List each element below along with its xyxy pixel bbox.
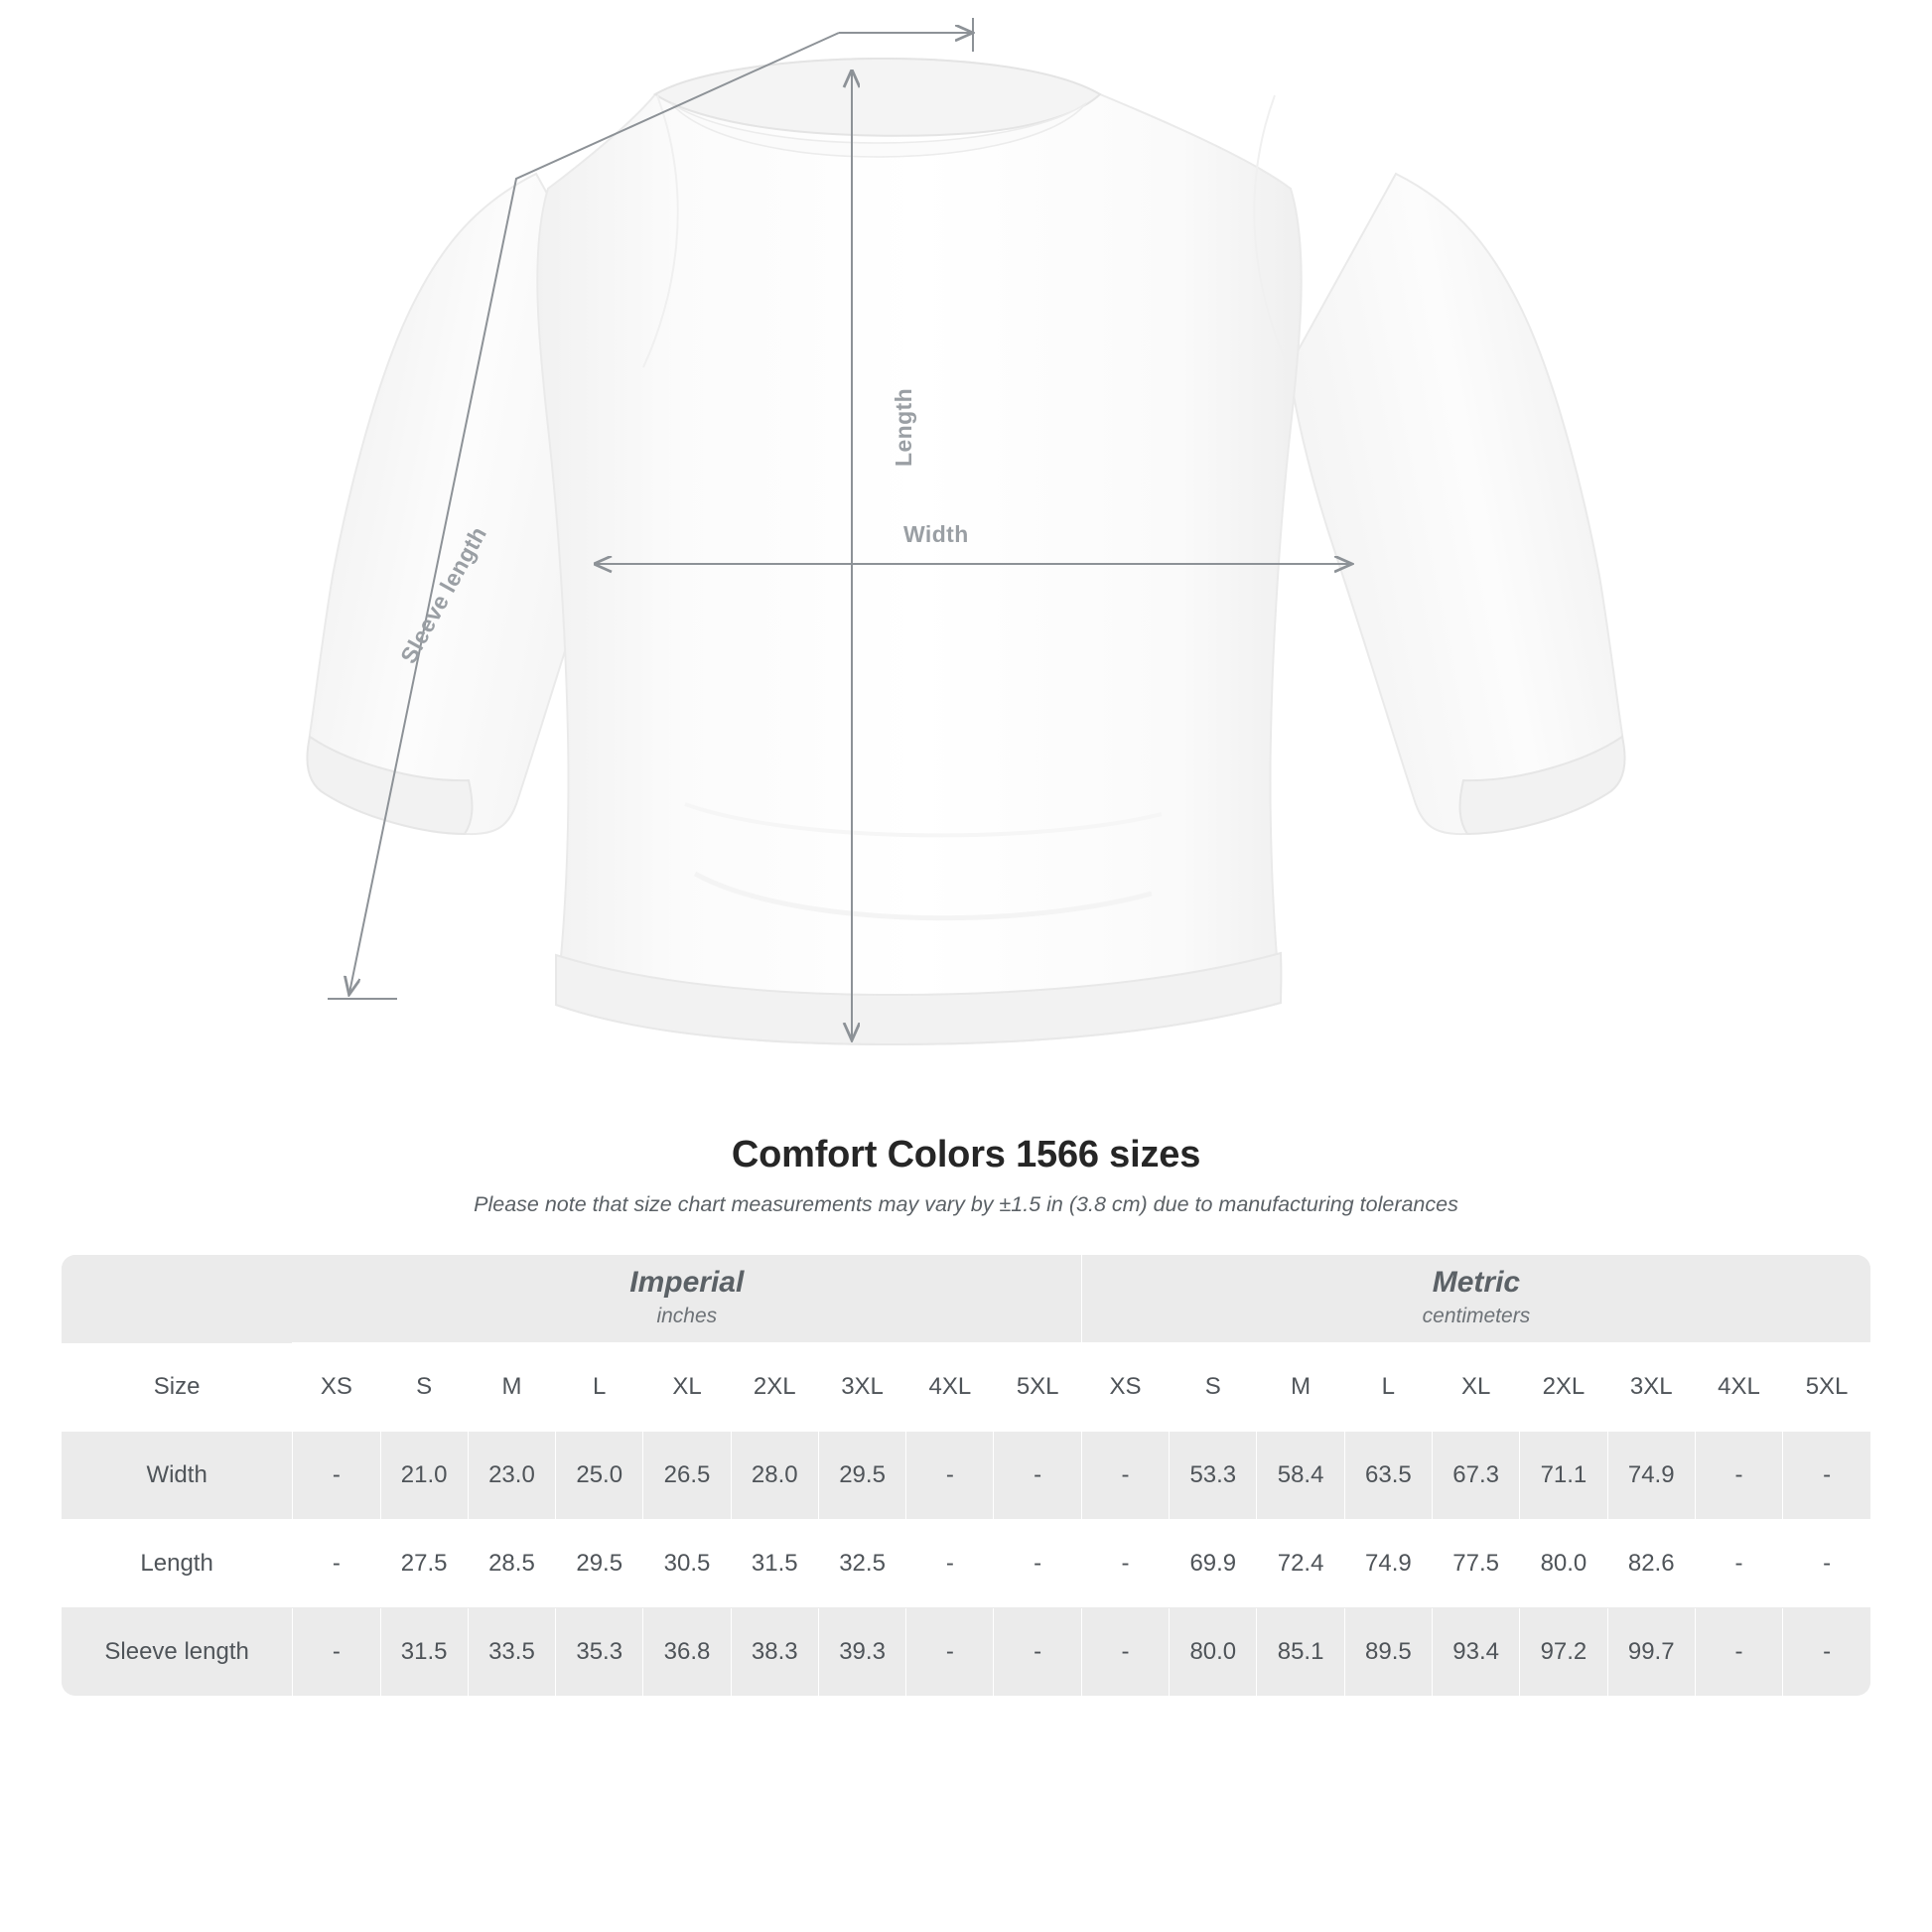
cell-sleeve-imperial-l: 35.3 — [556, 1608, 643, 1697]
col-header-metric-3xl: 3XL — [1607, 1343, 1695, 1432]
cell-length-imperial-3xl: 32.5 — [818, 1520, 905, 1608]
cell-width-metric-m: 58.4 — [1257, 1432, 1344, 1520]
cell-sleeve-metric-xs: - — [1081, 1608, 1169, 1697]
cell-length-metric-2xl: 80.0 — [1520, 1520, 1607, 1608]
cell-width-imperial-l: 25.0 — [556, 1432, 643, 1520]
col-header-metric-xs: XS — [1081, 1343, 1169, 1432]
col-header-imperial-2xl: 2XL — [731, 1343, 818, 1432]
col-header-imperial-m: M — [468, 1343, 555, 1432]
cell-length-metric-4xl: - — [1695, 1520, 1782, 1608]
cell-sleeve-metric-xl: 93.4 — [1433, 1608, 1520, 1697]
unit-group-metric-sub: centimeters — [1422, 1304, 1531, 1327]
col-header-imperial-xs: XS — [293, 1343, 380, 1432]
size-header-label: Size — [62, 1343, 293, 1432]
table-row — [62, 1608, 1870, 1697]
cell-length-metric-xl: 77.5 — [1433, 1520, 1520, 1608]
cell-sleeve-imperial-m: 33.5 — [468, 1608, 555, 1697]
size-table-container — [62, 1255, 1870, 1696]
cell-length-metric-s: 69.9 — [1170, 1520, 1257, 1608]
cell-sleeve-imperial-s: 31.5 — [380, 1608, 468, 1697]
cell-width-metric-l: 63.5 — [1344, 1432, 1432, 1520]
cell-sleeve-imperial-xs: - — [293, 1608, 380, 1697]
col-header-imperial-5xl: 5XL — [994, 1343, 1081, 1432]
cell-length-metric-xs: - — [1081, 1520, 1169, 1608]
cell-length-metric-m: 72.4 — [1257, 1520, 1344, 1608]
cell-length-metric-3xl: 82.6 — [1607, 1520, 1695, 1608]
cell-sleeve-imperial-5xl: - — [994, 1608, 1081, 1697]
cell-sleeve-metric-l: 89.5 — [1344, 1608, 1432, 1697]
cell-width-imperial-4xl: - — [906, 1432, 994, 1520]
cell-sleeve-metric-s: 80.0 — [1170, 1608, 1257, 1697]
col-header-metric-s: S — [1170, 1343, 1257, 1432]
cell-length-imperial-l: 29.5 — [556, 1520, 643, 1608]
unit-group-imperial — [293, 1255, 1082, 1343]
col-header-metric-xl: XL — [1433, 1343, 1520, 1432]
col-header-metric-l: L — [1344, 1343, 1432, 1432]
row-label-length: Length — [62, 1520, 293, 1608]
cell-width-metric-2xl: 71.1 — [1520, 1432, 1607, 1520]
sweatshirt-shape — [307, 59, 1624, 1044]
cell-width-imperial-s: 21.0 — [380, 1432, 468, 1520]
chart-title: Comfort Colors 1566 sizes — [731, 1134, 1201, 1175]
col-header-metric-4xl: 4XL — [1695, 1343, 1782, 1432]
table-row — [62, 1432, 1870, 1520]
chart-note: Please note that size chart measurements may vary by ±1.5 in (3.8 cm) due to manufacturing tolerances — [474, 1192, 1458, 1216]
cell-sleeve-metric-2xl: 97.2 — [1520, 1608, 1607, 1697]
cell-length-metric-l: 74.9 — [1344, 1520, 1432, 1608]
cell-length-imperial-xl: 30.5 — [643, 1520, 731, 1608]
table-row — [62, 1520, 1870, 1608]
length-label: Length — [891, 387, 916, 467]
col-header-metric-2xl: 2XL — [1520, 1343, 1607, 1432]
cell-width-imperial-m: 23.0 — [468, 1432, 555, 1520]
col-header-imperial-3xl: 3XL — [818, 1343, 905, 1432]
unit-header-row — [62, 1255, 1870, 1343]
cell-width-metric-5xl: - — [1783, 1432, 1870, 1520]
unit-group-imperial-sub: inches — [656, 1304, 718, 1327]
cell-sleeve-metric-4xl: - — [1695, 1608, 1782, 1697]
col-header-imperial-xl: XL — [643, 1343, 731, 1432]
cell-width-metric-3xl: 74.9 — [1607, 1432, 1695, 1520]
cell-sleeve-imperial-xl: 36.8 — [643, 1608, 731, 1697]
width-label: Width — [903, 521, 969, 547]
cell-width-metric-s: 53.3 — [1170, 1432, 1257, 1520]
col-header-metric-m: M — [1257, 1343, 1344, 1432]
cell-length-imperial-m: 28.5 — [468, 1520, 555, 1608]
cell-length-imperial-2xl: 31.5 — [731, 1520, 818, 1608]
sleeve-length-label: Sleeve length — [395, 521, 492, 668]
col-header-imperial-l: L — [556, 1343, 643, 1432]
unit-group-metric — [1081, 1255, 1870, 1343]
cell-width-imperial-xs: - — [293, 1432, 380, 1520]
cell-length-imperial-s: 27.5 — [380, 1520, 468, 1608]
cell-sleeve-metric-3xl: 99.7 — [1607, 1608, 1695, 1697]
cell-sleeve-imperial-2xl: 38.3 — [731, 1608, 818, 1697]
size-header-row — [62, 1343, 1870, 1432]
cell-sleeve-metric-5xl: - — [1783, 1608, 1870, 1697]
cell-width-imperial-xl: 26.5 — [643, 1432, 731, 1520]
unit-group-imperial-name: Imperial — [629, 1266, 745, 1299]
cell-length-imperial-5xl: - — [994, 1520, 1081, 1608]
col-header-metric-5xl: 5XL — [1783, 1343, 1870, 1432]
cell-width-metric-xl: 67.3 — [1433, 1432, 1520, 1520]
col-header-imperial-4xl: 4XL — [906, 1343, 994, 1432]
col-header-imperial-s: S — [380, 1343, 468, 1432]
table-corner-cell — [62, 1255, 293, 1343]
size-table — [62, 1255, 1870, 1696]
cell-width-metric-4xl: - — [1695, 1432, 1782, 1520]
cell-sleeve-imperial-3xl: 39.3 — [818, 1608, 905, 1697]
row-label-sleeve-length: Sleeve length — [62, 1608, 293, 1697]
cell-width-metric-xs: - — [1081, 1432, 1169, 1520]
title-block — [0, 1134, 1932, 1217]
cell-width-imperial-5xl: - — [994, 1432, 1081, 1520]
cell-length-imperial-4xl: - — [906, 1520, 994, 1608]
cell-width-imperial-2xl: 28.0 — [731, 1432, 818, 1520]
cell-length-imperial-xs: - — [293, 1520, 380, 1608]
cell-sleeve-metric-m: 85.1 — [1257, 1608, 1344, 1697]
unit-group-metric-name: Metric — [1432, 1266, 1521, 1299]
cell-length-metric-5xl: - — [1783, 1520, 1870, 1608]
row-label-width: Width — [62, 1432, 293, 1520]
cell-width-imperial-3xl: 29.5 — [818, 1432, 905, 1520]
cell-sleeve-imperial-4xl: - — [906, 1608, 994, 1697]
